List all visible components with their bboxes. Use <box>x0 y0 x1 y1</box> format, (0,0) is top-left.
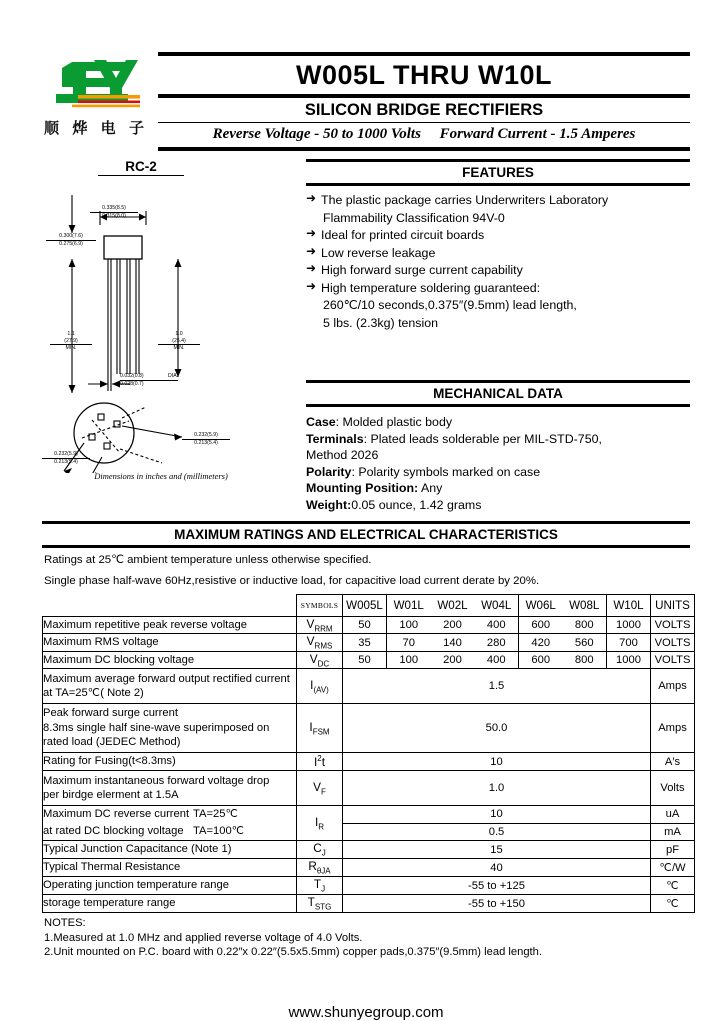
ratings-heading: MAXIMUM RATINGS AND ELECTRICAL CHARACTERISTICS <box>174 527 558 543</box>
features-list <box>306 192 690 331</box>
table-header-symbols: SYMBOLS <box>297 595 343 617</box>
mech-value: Molded plastic body <box>342 415 453 430</box>
cell-value: 200 <box>431 651 475 668</box>
cell-value-span: 40 <box>343 859 651 877</box>
spec-column <box>306 159 690 513</box>
page-subtitle: SILICON BRIDGE RECTIFIERS <box>304 101 544 120</box>
dim-lead-dia-note: DIA. <box>168 373 179 380</box>
cell-value: 800 <box>563 617 607 634</box>
dim-lead-length-left <box>50 331 92 352</box>
cell-unit: uA <box>651 806 695 824</box>
row-label-line2: per birdge elerment at 1.5A <box>43 789 179 802</box>
feature-text: The plastic package carries Underwriters Laboratory <box>321 193 609 208</box>
company-logo <box>42 52 146 138</box>
package-name: RC-2 <box>98 159 184 176</box>
cell-value-span: 10 <box>343 753 651 771</box>
dim-lead-left-note: MIN. <box>65 345 77 352</box>
cell-value: 100 <box>387 617 431 634</box>
dim-pin-spacing-left <box>42 451 90 465</box>
table-row <box>43 859 695 877</box>
mech-sep: : <box>335 415 343 430</box>
dim-lead-length-right <box>158 331 200 352</box>
table-row <box>43 841 695 859</box>
cell-unit: mA <box>651 823 695 841</box>
features-heading: FEATURES <box>462 165 534 181</box>
cell-value: 400 <box>475 617 519 634</box>
header-rule-bottom <box>158 147 690 151</box>
cell-value-span: -55 to +150 <box>343 895 651 913</box>
features-rule-bottom <box>306 183 690 186</box>
row-symbol-rthja <box>297 859 343 877</box>
cell-value-span: -55 to +125 <box>343 877 651 895</box>
ratings-note-1: Ratings at 25℃ ambient temperature unless otherwise specified. <box>44 554 372 567</box>
dim-body-width-top: 0.335(8.5) <box>90 205 138 213</box>
sym-base: V <box>309 651 318 666</box>
feature-text: 5 lbs. (2.3kg) tension <box>323 315 439 330</box>
cell-value-span: 10 <box>343 806 651 824</box>
row-symbol-ifsm <box>297 704 343 753</box>
notes-block <box>42 916 690 960</box>
cell-unit: ℃ <box>651 895 695 913</box>
sym-sub: F <box>320 787 326 797</box>
table-header-units: UNITS <box>651 595 695 617</box>
sym-sub: θJA <box>316 866 331 876</box>
row-symbol-vf <box>297 771 343 806</box>
dim-pin-spacing-left-bottom: 0.213(5.4) <box>54 458 78 465</box>
mech-row-terminals-cont <box>306 447 690 464</box>
mechanical-rule-bottom <box>306 404 690 407</box>
mech-value: 0.05 ounce, 1.42 grams <box>351 497 482 512</box>
cell-value: 35 <box>343 634 387 651</box>
dim-lead-right-mid: (25.4) <box>158 338 200 346</box>
bullet-icon: ➜ <box>306 278 317 293</box>
logo-cn-char-4: 子 <box>128 119 144 137</box>
cell-value: 50 <box>343 617 387 634</box>
sym-base: R <box>308 859 317 874</box>
sym-base: T <box>307 895 315 910</box>
sy-logo-icon <box>42 56 146 116</box>
row-label-vdc: Maximum DC blocking voltage <box>43 651 297 668</box>
dim-pin-spacing-right-top: 0.232(5.9) <box>182 432 230 440</box>
cell-unit: pF <box>651 841 695 859</box>
row-label-line2: at TA=25℃( Note 2) <box>43 687 144 700</box>
cell-value: 700 <box>607 634 651 651</box>
page-header <box>0 0 720 151</box>
row-label-line1: Maximum average forward output rectified current <box>43 672 290 685</box>
row-label-rthja: Typical Thermal Resistance <box>43 859 297 877</box>
mech-label: Polarity <box>306 464 352 479</box>
dim-lead-dia-bottom: 0.028(0.7) <box>120 380 144 387</box>
mech-label: Case <box>306 415 336 430</box>
cell-unit: Volts <box>651 771 695 806</box>
spacer <box>306 332 690 380</box>
row-label-line2: 8.3ms single half sine-wave superimposed on <box>43 721 270 734</box>
note-item-2: 2.Unit mounted on P.C. board with 0.22″x 0.22″(5.5x5.5mm) copper pads,0.375″(9.5mm) lead length. <box>44 946 542 959</box>
row-symbol-vdc <box>297 651 343 668</box>
table-row <box>43 669 695 704</box>
table-row <box>43 771 695 806</box>
table-header-w10l: W10L <box>607 595 651 617</box>
dim-lead-right-note: MIN. <box>173 345 185 352</box>
feature-text: High forward surge current capability <box>321 263 523 278</box>
sym-base: C <box>313 841 322 856</box>
package-drawing <box>42 159 300 481</box>
mech-value: Plated leads solderable per MIL-STD-750, <box>370 431 602 446</box>
bullet-icon: ➜ <box>306 191 317 206</box>
dim-body-height-top: 0.300(7.6) <box>46 233 96 241</box>
feature-item <box>306 262 690 279</box>
sym-sup: 2 <box>317 754 322 764</box>
cell-value: 600 <box>519 651 563 668</box>
sym-sub: FSM <box>312 727 330 737</box>
mech-row-polarity <box>306 464 690 481</box>
dim-lead-dia-top: 0.032(0.8) <box>120 373 178 381</box>
feature-item <box>306 245 690 262</box>
mech-row-weight <box>306 497 690 514</box>
cell-unit: Amps <box>651 704 695 753</box>
feature-item-cont <box>306 297 690 314</box>
mech-label: Weight: <box>306 497 352 512</box>
table-header-w01l: W01L <box>387 595 431 617</box>
row-label-line3: rated load (JEDEC Method) <box>43 736 181 749</box>
cell-value: 70 <box>387 634 431 651</box>
sym-base: I <box>310 677 314 692</box>
mech-value: Any <box>420 481 443 496</box>
row-label-ir-temp1: TA=25℃ <box>193 808 239 821</box>
row-label-iav <box>43 669 297 704</box>
logo-mark-sy <box>42 56 146 116</box>
row-symbol-iav <box>297 669 343 704</box>
cell-value: 200 <box>431 617 475 634</box>
table-row <box>43 806 695 824</box>
package-outline-svg <box>42 181 300 473</box>
cell-unit: Amps <box>651 669 695 704</box>
feature-item-cont <box>306 210 690 227</box>
cell-value: 400 <box>475 651 519 668</box>
cell-value-span: 15 <box>343 841 651 859</box>
dim-lead-left-mid: (27.9) <box>50 338 92 346</box>
mech-row-case <box>306 414 690 431</box>
row-symbol-vrms <box>297 634 343 651</box>
table-row <box>43 617 695 634</box>
table-header-w04l: W04L <box>475 595 519 617</box>
table-row <box>43 634 695 651</box>
row-label-vrms: Maximum RMS voltage <box>43 634 297 651</box>
row-label-vf <box>43 771 297 806</box>
note-item-1: 1.Measured at 1.0 MHz and applied reverse voltage of 4.0 Volts. <box>44 931 363 944</box>
feature-text: 260℃/10 seconds,0.375″(9.5mm) lead length, <box>323 298 577 313</box>
feature-text: Ideal for printed circuit boards <box>321 228 485 243</box>
row-label-ir-text2: at rated DC blocking voltage <box>43 825 184 838</box>
cell-value-span: 0.5 <box>343 823 651 841</box>
feature-item <box>306 227 690 244</box>
cell-value-span: 1.0 <box>343 771 651 806</box>
feature-item-cont <box>306 315 690 332</box>
table-row <box>43 651 695 668</box>
tagline-forward-current: Forward Current - 1.5 Amperes <box>439 126 636 143</box>
header-tagline <box>158 123 690 147</box>
sym-sub: J <box>321 848 326 858</box>
cell-unit: VOLTS <box>651 617 695 634</box>
sym-base: I <box>309 719 313 734</box>
row-label-ifsm <box>43 704 297 753</box>
cell-value: 280 <box>475 634 519 651</box>
cell-unit: VOLTS <box>651 651 695 668</box>
row-symbol-cj <box>297 841 343 859</box>
cell-value: 140 <box>431 634 475 651</box>
table-header-w02l: W02L <box>431 595 475 617</box>
dim-body-height <box>46 233 96 247</box>
row-symbol-vrrm <box>297 617 343 634</box>
feature-item <box>306 280 690 297</box>
feature-text: Flammability Classification 94V-0 <box>323 210 505 225</box>
mech-sep: : <box>363 431 371 446</box>
notes-heading: NOTES: <box>44 917 86 930</box>
dim-pin-spacing-right <box>182 432 230 446</box>
cell-unit: ℃/W <box>651 859 695 877</box>
bullet-icon: ➜ <box>306 243 317 258</box>
logo-chinese-text <box>42 116 146 138</box>
table-header-blank <box>43 595 297 617</box>
table-header-w005l: W005L <box>343 595 387 617</box>
logo-cn-char-2: 烨 <box>72 119 88 137</box>
row-label-cj: Typical Junction Capacitance (Note 1) <box>43 841 297 859</box>
cell-value: 560 <box>563 634 607 651</box>
cell-value: 600 <box>519 617 563 634</box>
dim-body-width <box>90 205 138 219</box>
table-row <box>43 877 695 895</box>
sym-base: V <box>313 779 321 794</box>
drawing-caption: Dimensions in inches and (millimeters) <box>94 471 228 482</box>
footer-url[interactable]: www.shunyegroup.com <box>288 1003 444 1021</box>
mechanical-heading: MECHANICAL DATA <box>433 386 563 402</box>
table-row <box>43 753 695 771</box>
mech-label: Terminals <box>306 431 364 446</box>
bullet-icon: ➜ <box>306 261 317 276</box>
sym-sub: STG <box>314 902 332 912</box>
row-symbol-ir <box>297 806 343 841</box>
sym-sub: DC <box>317 659 330 669</box>
feature-text: High temperature soldering guaranteed: <box>321 280 541 295</box>
cell-unit: A′s <box>651 753 695 771</box>
feature-text: Low reverse leakage <box>321 245 436 260</box>
feature-item <box>306 192 690 209</box>
dim-lead-left-top: 1.1 <box>67 331 75 338</box>
sym-sub2: t <box>321 755 325 770</box>
dim-lead-dia <box>120 373 178 387</box>
bullet-icon: ➜ <box>306 226 317 241</box>
sym-sub: RRM <box>314 624 333 634</box>
cell-value: 1000 <box>607 651 651 668</box>
ratings-note-2: Single phase half-wave 60Hz,resistive or inductive load, for capacitive load current derate by 20%. <box>44 575 540 588</box>
logo-cn-char-3: 电 <box>100 119 116 137</box>
table-row <box>43 823 695 841</box>
table-header-row <box>43 595 695 617</box>
row-label-i2t: Rating for Fusing(t<8.3ms) <box>43 753 297 771</box>
mech-label: Mounting Position: <box>306 481 419 496</box>
sym-sub: J <box>321 884 326 894</box>
sym-sub: R <box>318 822 325 832</box>
cell-value: 100 <box>387 651 431 668</box>
table-row <box>43 895 695 913</box>
table-header-w08l: W08L <box>563 595 607 617</box>
mech-sep: : <box>351 464 359 479</box>
mechanical-list <box>306 414 690 513</box>
mid-section <box>0 151 720 513</box>
row-label-line1: Maximum instantaneous forward voltage drop <box>43 774 270 787</box>
sym-sub: (AV) <box>313 685 329 695</box>
dim-pin-spacing-right-bottom: 0.213(5.4) <box>194 439 218 446</box>
mech-row-terminals <box>306 431 690 448</box>
table-row <box>43 704 695 753</box>
logo-cn-char-1: 顺 <box>44 119 60 137</box>
header-titles <box>158 52 690 151</box>
cell-value: 50 <box>343 651 387 668</box>
ratings-section <box>0 521 720 1021</box>
dim-body-width-bottom: 0.315(8.0) <box>102 212 126 219</box>
row-label-vrrm: Maximum repetitive peak reverse voltage <box>43 617 297 634</box>
sym-base: I <box>314 814 319 829</box>
row-label-ir-temp2: TA=100℃ <box>193 825 245 838</box>
row-label-tstg: storage temperature range <box>43 895 297 913</box>
cell-value: 800 <box>563 651 607 668</box>
dim-lead-right-top: 1.0 <box>175 331 183 338</box>
mech-value: Polarity symbols marked on case <box>358 464 541 479</box>
mech-value: Method 2026 <box>306 448 379 463</box>
row-symbol-tstg <box>297 895 343 913</box>
cell-value-span: 1.5 <box>343 669 651 704</box>
row-label-ir-1 <box>43 806 297 824</box>
cell-value-span: 50.0 <box>343 704 651 753</box>
tagline-reverse-voltage: Reverse Voltage - 50 to 1000 Volts <box>212 126 421 143</box>
cell-value: 1000 <box>607 617 651 634</box>
mech-row-mounting <box>306 480 690 497</box>
cell-unit: VOLTS <box>651 634 695 651</box>
sym-base: V <box>306 617 315 632</box>
row-symbol-i2t <box>297 753 343 771</box>
dim-body-height-bottom: 0.275(6.9) <box>59 240 83 247</box>
cell-unit: ℃ <box>651 877 695 895</box>
sym-base: T <box>313 877 322 892</box>
row-label-ir-text1: Maximum DC reverse current <box>43 808 190 821</box>
table-header-w06l: W06L <box>519 595 563 617</box>
row-label-line1: Peak forward surge current <box>43 707 178 720</box>
sym-sub: RMS <box>314 641 333 651</box>
row-symbol-tj <box>297 877 343 895</box>
sym-base: I <box>313 755 318 770</box>
row-label-tj: Operating junction temperature range <box>43 877 297 895</box>
cell-value: 420 <box>519 634 563 651</box>
ratings-table <box>42 594 695 913</box>
dim-pin-spacing-left-top: 0.232(5.9) <box>42 451 90 459</box>
page-title: W005L THRU W10L <box>295 60 553 90</box>
row-label-ir-2 <box>43 823 297 841</box>
sym-base: V <box>306 634 315 649</box>
